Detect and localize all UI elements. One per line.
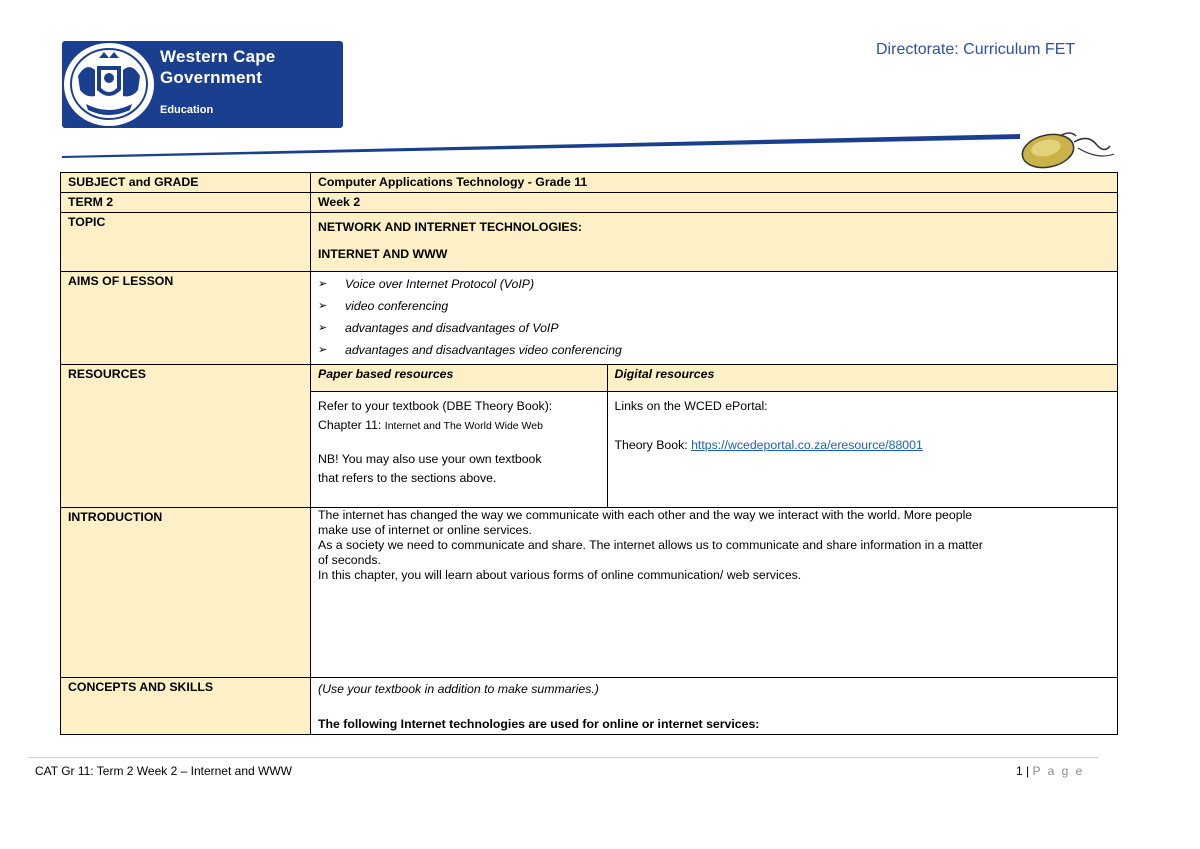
aims-list: [318, 274, 1110, 362]
table-row-concepts: [61, 678, 1118, 735]
term-value: Week 2: [311, 193, 1118, 213]
wcg-logo: [62, 41, 343, 128]
intro-line-2: make use of internet or online services.: [318, 523, 532, 537]
topic-line-2: INTERNET AND WWW: [318, 247, 448, 261]
coat-of-arms-icon: [64, 43, 154, 126]
introduction-body: [311, 508, 1118, 678]
footer-divider: [28, 757, 1098, 758]
intro-line-1: The internet has changed the way we communicate with each other and the way we interact with the world. More people: [318, 508, 973, 522]
lesson-plan-table: [60, 172, 1118, 735]
table-row-introduction: [61, 508, 1118, 678]
table-row-subject: [61, 173, 1118, 193]
page-word: P a g e: [1032, 764, 1085, 778]
computer-mouse-icon: [1018, 124, 1118, 172]
eportal-link[interactable]: https://wcedeportal.co.za/eresource/88001: [691, 437, 923, 452]
resources-label: RESOURCES: [61, 365, 311, 508]
logo-line-government: Government: [160, 68, 263, 87]
term-label: TERM 2: [61, 193, 311, 213]
table-row-resources: [61, 365, 1118, 508]
resources-cell: [311, 365, 1118, 508]
intro-line-3: As a society we need to communicate and share. The internet allows us to communicate and share information in a matter: [318, 538, 983, 552]
subject-value: Computer Applications Technology - Grade 11: [311, 173, 1118, 193]
table-row-aims: [61, 272, 1118, 365]
digital-resources-heading: Digital resources: [607, 365, 1118, 391]
concepts-heading: The following Internet technologies are used for online or internet services:: [318, 717, 760, 731]
page-separator: |: [1026, 764, 1030, 778]
digital-resources-body: [607, 391, 1118, 507]
digital-line-1: Links on the WCED ePortal:: [614, 398, 768, 413]
chapter-prefix: Chapter 11:: [318, 417, 382, 432]
page-number: 1: [1016, 764, 1023, 778]
footer-document-title: CAT Gr 11: Term 2 Week 2 – Internet and WWW: [35, 764, 292, 778]
directorate-title: Directorate: Curriculum FET: [876, 41, 1076, 58]
chapter-title: Internet and The World Wide Web: [384, 419, 543, 432]
concepts-body: [311, 678, 1118, 735]
topic-value: [311, 213, 1118, 272]
resources-inner-table: [311, 365, 1118, 507]
logo-line-western-cape: Western Cape: [160, 47, 276, 66]
subject-label: SUBJECT and GRADE: [61, 173, 311, 193]
list-item: ➢ Voice over Internet Protocol (VoIP): [318, 274, 1110, 296]
digital-theory-line: [615, 436, 1112, 455]
list-item: ➢ advantages and disadvantages video conferencing: [318, 340, 1110, 362]
aims-label: AIMS OF LESSON: [61, 272, 311, 365]
introduction-label: INTRODUCTION: [61, 508, 311, 678]
topic-line-1: NETWORK AND INTERNET TECHNOLOGIES:: [318, 220, 582, 234]
paper-line-2: [318, 416, 600, 436]
topic-label: TOPIC: [61, 213, 311, 272]
concepts-note: (Use your textbook in addition to make summaries.): [318, 682, 599, 696]
intro-line-4: of seconds.: [318, 553, 381, 567]
paper-line-1: Refer to your textbook (DBE Theory Book):: [318, 398, 553, 413]
paper-nb-line-2: that refers to the sections above.: [318, 470, 497, 485]
list-item: ➢ video conferencing: [318, 296, 1110, 318]
table-row-term: [61, 193, 1118, 213]
paper-nb-line-1: NB! You may also use your own textbook: [318, 451, 542, 466]
paper-resources-body: [311, 391, 607, 507]
footer-page-number: [1016, 764, 1084, 778]
paper-resources-heading: Paper based resources: [311, 365, 607, 391]
aims-list-cell: [311, 272, 1118, 365]
header-swoosh-rule: [62, 130, 1022, 160]
list-item: ➢ advantages and disadvantages of VoIP: [318, 318, 1110, 340]
logo-line-education: Education: [160, 104, 214, 116]
theory-book-prefix: Theory Book:: [614, 437, 688, 452]
intro-line-5: In this chapter, you will learn about various forms of online communication/ web services.: [318, 568, 802, 582]
table-row-topic: [61, 213, 1118, 272]
concepts-label: CONCEPTS AND SKILLS: [61, 678, 311, 735]
